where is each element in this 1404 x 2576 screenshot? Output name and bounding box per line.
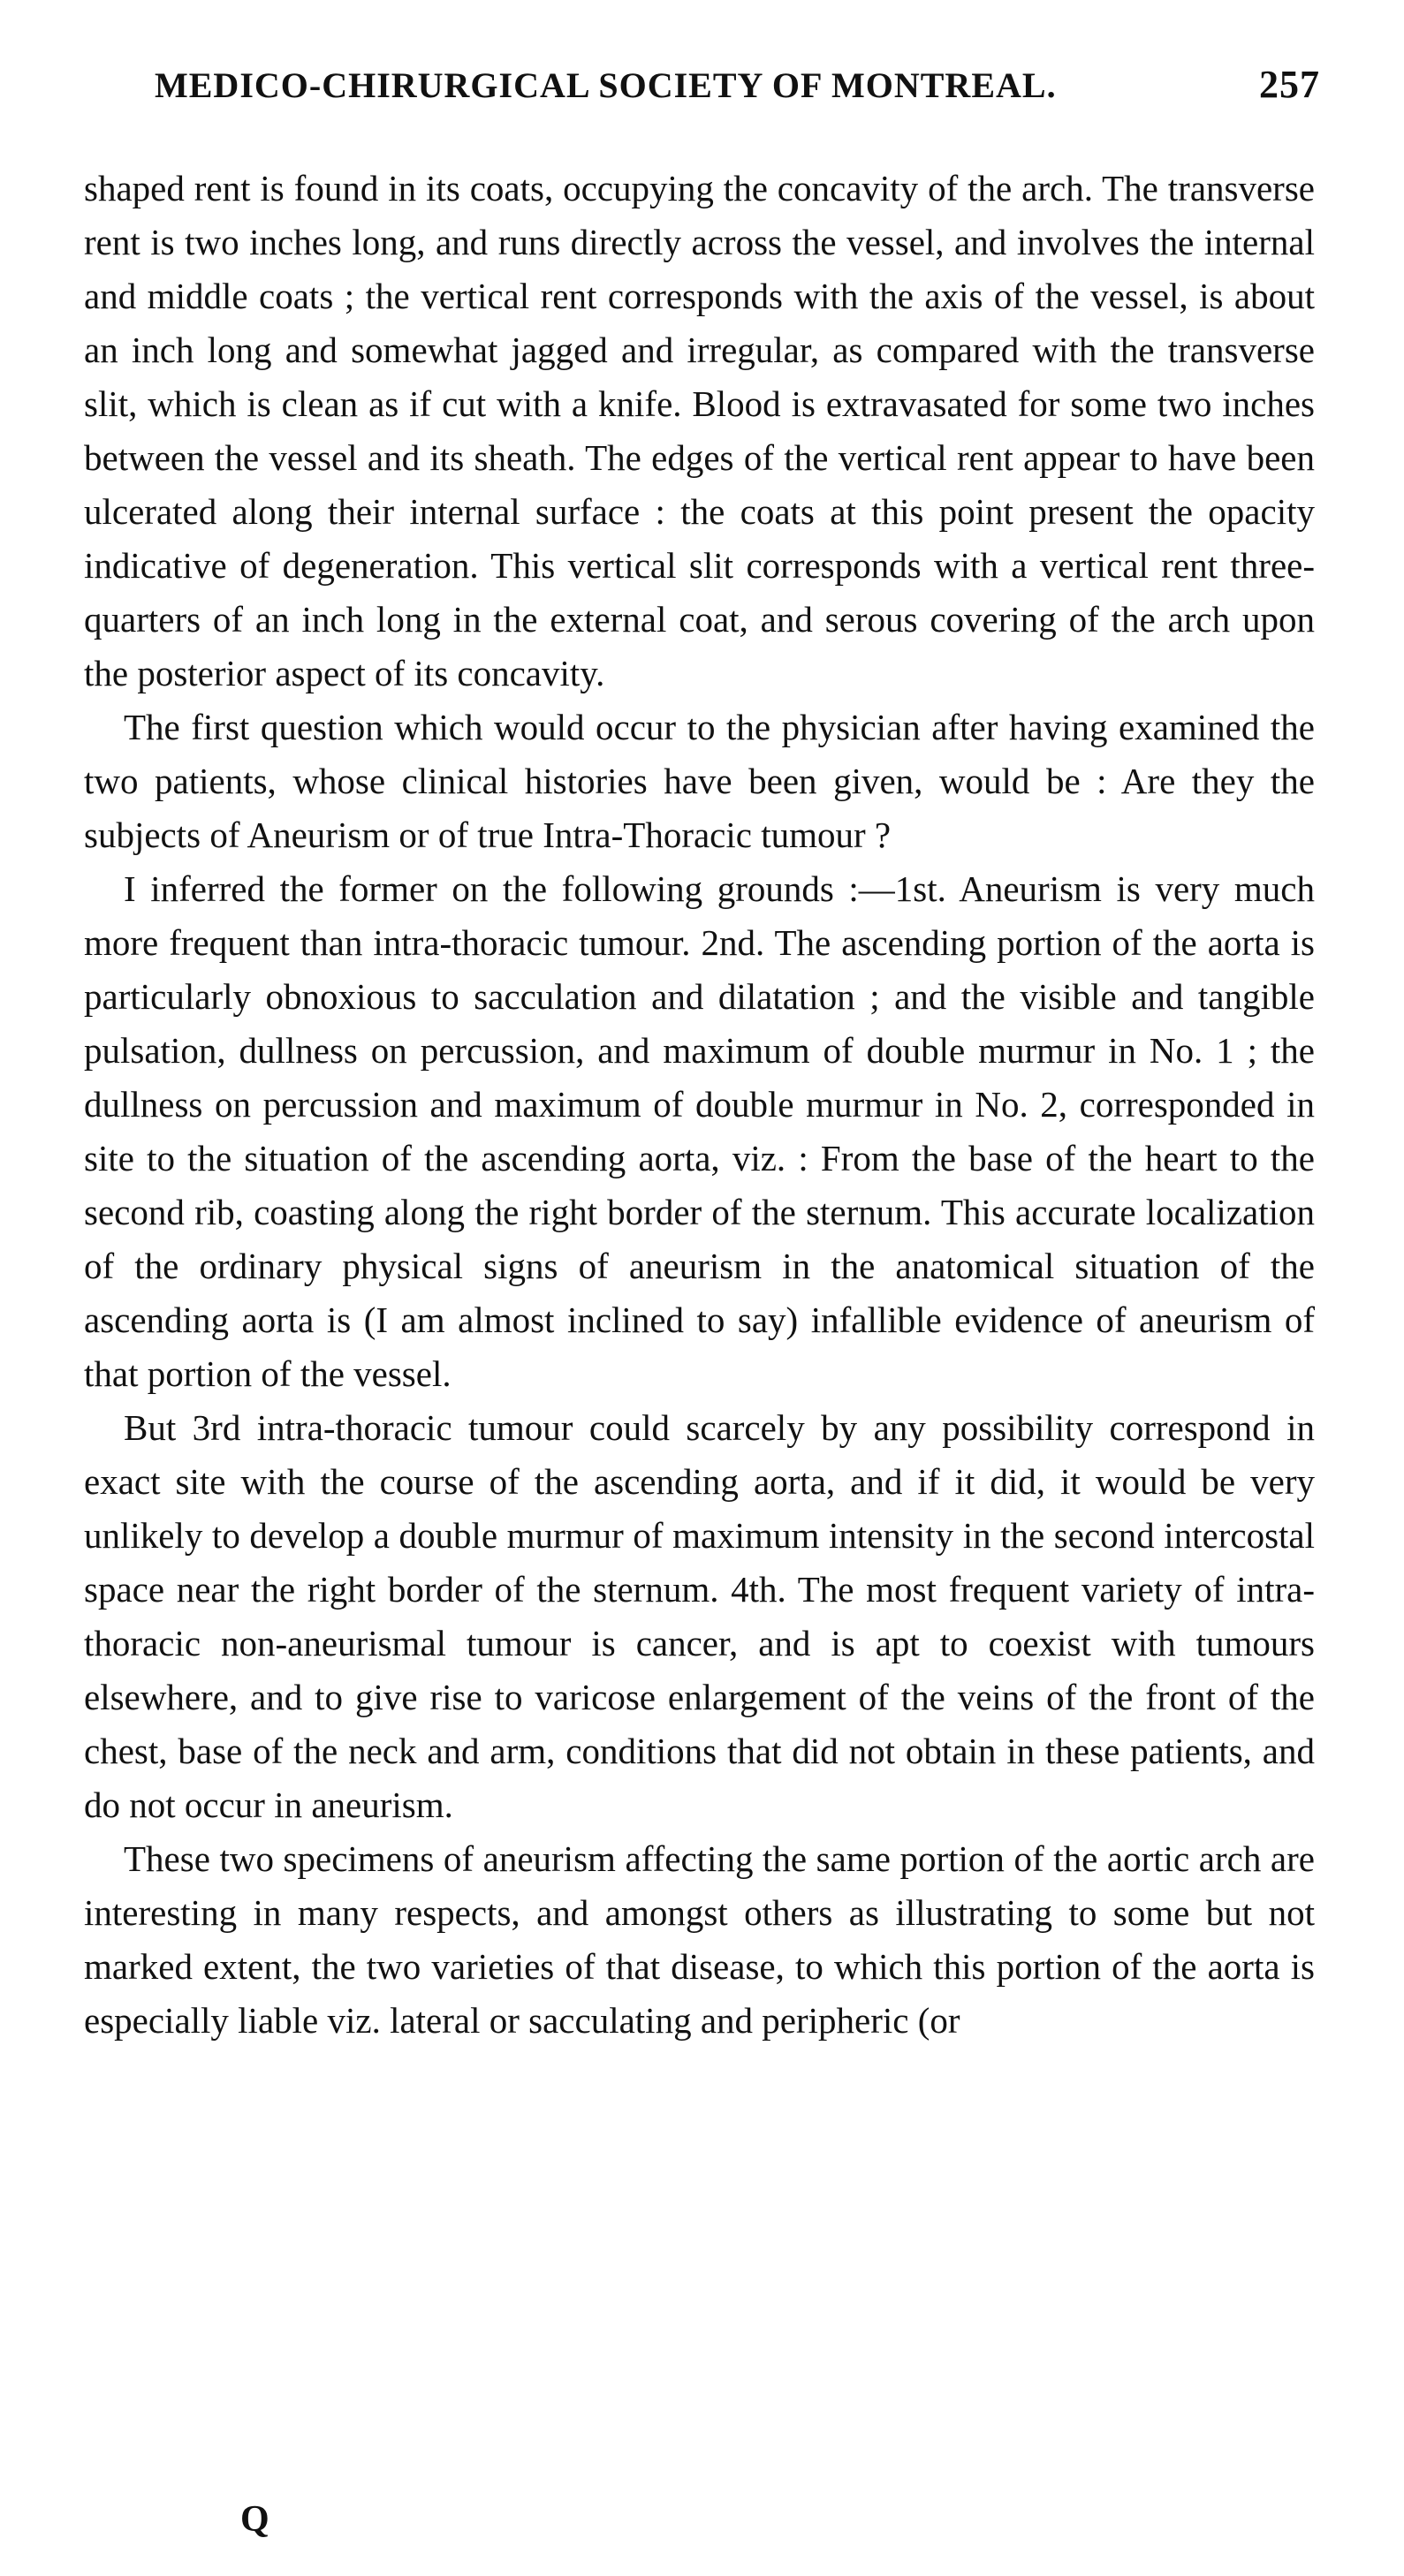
signature-mark: Q [240,2499,269,2540]
paragraph: The first question which would occur to the physician after having examined the two patients, whose clinical histories have been given, would be : Are they the subjects of Aneurism or of true Intra-Thoracic tumour ? [84,707,1315,855]
body-text [84,162,1315,2048]
paragraph: But 3rd intra-thoracic tumour could scarcely by any possibility correspond in exact site with the course of the ascending aorta, and if it did, it would be very unlikely to develop a double murmur of maximum intensity in the second intercostal space near the right border of the sternum. 4th. The most frequent variety of intra-thoracic non-aneurismal tumour is cancer, and is apt to coexist with tumours elsewhere, and to give rise to varicose enlargement of the veins of the front of the chest, base of the neck and arm, conditions that did not obtain in these patients, and do not occur in aneurism. [84,1407,1315,1825]
running-head [84,62,1320,124]
running-title: MEDICO-CHIRURGICAL SOCIETY OF MONTREAL. [155,65,1057,105]
page-number: 257 [1259,63,1320,106]
paragraph: I inferred the former on the following grounds :—1st. Aneurism is very much more frequent than intra-thoracic tumour. 2nd. The ascending portion of the aorta is particularly obnoxious to sacculation and dilatation ; and the visible and tangible pulsation, dullness on percussion, and maximum of double murmur in No. 1 ; the dullness on percussion and maximum of double murmur in No. 2, corresponded in site to the situation of the ascending aorta, viz. : From the base of the heart to the second rib, coasting along the right border of the sternum. This accurate localization of the ordinary physical signs of aneurism in the anatomical situation of the ascending aorta is (I am almost inclined to say) infallible evidence of aneurism of that portion of the vessel. [84,868,1315,1394]
paragraph: These two specimens of aneurism affecting the same portion of the aortic arch are interesting in many respects, and amongst others as illustrating to some but not marked extent, the two varieties of that disease, to which this portion of the aorta is especially liable viz. lateral or sacculating and peripheric (or [84,1838,1315,2041]
paragraph-continued: shaped rent is found in its coats, occupying the concavity of the arch. The transverse rent is two inches long, and runs directly across the vessel, and involves the internal and middle coats ; the vertical rent corresponds with the axis of the vessel, is about an inch long and somewhat jagged and irregular, as compared with the transverse slit, which is clean as if cut with a knife. Blood is extravasated for some two inches between the vessel and its sheath. The edges of the vertical rent appear to have been ulcerated along their internal surface : the coats at this point present the opacity indicative of degeneration. This vertical slit corresponds with a vertical rent three-quarters of an inch long in the external coat, and serous covering of the arch upon the posterior aspect of its concavity. [84,168,1315,693]
